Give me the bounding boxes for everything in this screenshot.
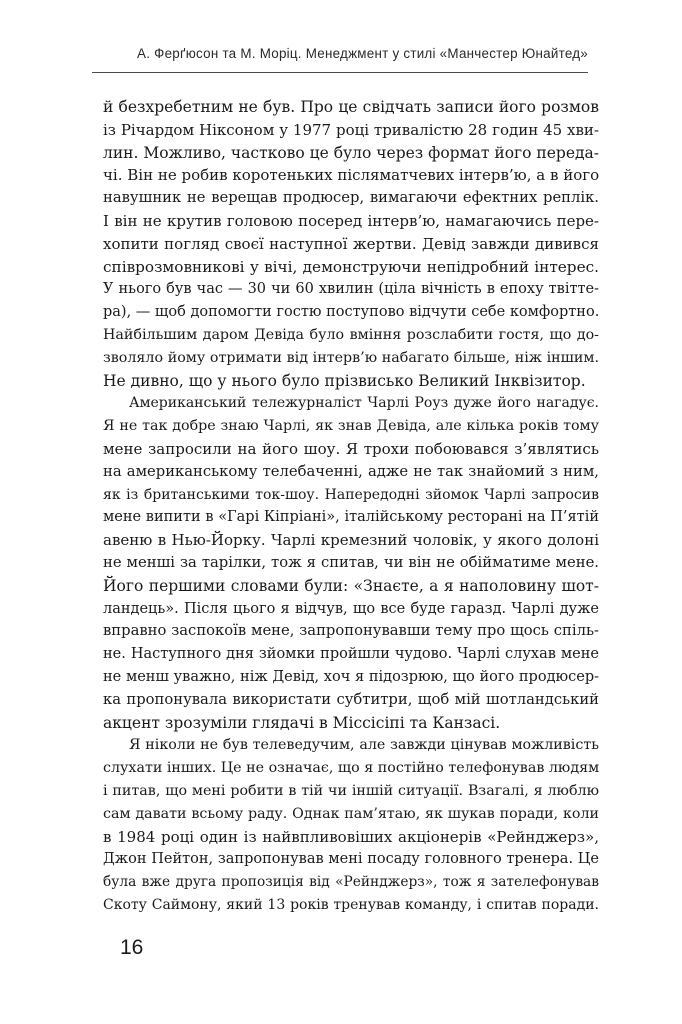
text-line: Найбільшим даром Девіда було вміння розслабити гостя, що до- [103, 326, 599, 343]
running-title: А. Ферґюсон та М. Моріц. Менеджмент у стилі «Манчестер Юнайтед» [137, 46, 588, 61]
text-line: ландець». Після цього я відчув, що все буде гаразд. Чарлі дуже [103, 600, 599, 617]
text-line: сам давати всьому раду. Однак пам’ятаю, як шукав поради, коли [103, 805, 599, 822]
text-line: Я ніколи не був телеведучим, але завжди цінував можливість [129, 737, 599, 754]
text-line: не. Наступного дня зйомки пройшли чудово. Чарлі слухав мене [103, 646, 599, 663]
body-text [103, 96, 599, 917]
text-line: Його першими словами були: «Знаєте, а я наполовину шот- [103, 576, 599, 595]
text-line: й безхребетним не був. Про це свідчать записи його розмов [103, 98, 599, 116]
paragraph-2 [103, 392, 599, 734]
text-line: Я не так добре знаю Чарлі, як знав Девіда, але кілька років тому [103, 418, 599, 435]
text-line: Скоту Саймону, який 13 років тренував команду, і спитав поради. [103, 896, 599, 913]
text-line: ра), — щоб допомогти гостю поступово відчути себе комфортно. [103, 304, 600, 321]
text-line: лин. Можливо, частково це було через формат його переда- [103, 143, 600, 162]
text-line: мене випити в «Гарі Кіпріані», італійському ресторані на П’ятій [103, 509, 599, 526]
text-line: Не дивно, що у нього було прізвисько Великий Інквізитор. [103, 371, 586, 390]
text-line: Джон Пейтон, запропонував мені посаду головного тренера. Це [103, 851, 599, 868]
text-line: навушник не верещав продюсер, вимагаючи ефектних реплік. [103, 189, 599, 207]
text-line: слухати інших. Це не означає, що я постійно телефонував людям [103, 760, 600, 777]
text-line: Американський тележурналіст Чарлі Роуз дуже його нагадує. [129, 395, 599, 412]
text-line: У нього був час — 30 чи 60 хвилин (ціла вічність в епоху твіттe- [103, 281, 599, 298]
text-line: І він не крутив головою посеред інтерв’ю, намагаючись пере- [103, 211, 599, 230]
text-line: вправно заспокоїв мене, запропонувавши тему про щось спіль- [103, 622, 599, 640]
text-line: в 1984 році один із найвпливовіших акціонерів «Рейнджерз», [103, 827, 599, 846]
page-number: 16 [120, 936, 144, 959]
paragraph-1 [103, 96, 599, 392]
text-line: хопити погляд своєї наступної жертви. Девід завжди дивився [103, 234, 599, 253]
text-line: не менші за тарілки, тож я спитав, чи він не обійматиме мене. [103, 553, 599, 571]
text-line: як із британськими ток-шоу. Напередодні зйомок Чарлі запросив [103, 486, 599, 503]
text-line: була вже друга пропозиція від «Рейнджерз», тож я зателефонував [103, 874, 599, 891]
text-line: чі. Він не робив коротеньких післяматчевих інтерв’ю, а в його [103, 166, 600, 185]
text-line: співрозмовникові у вічі, демонструючи непідробний інтерес. [103, 257, 599, 276]
text-line: мене запросили на його шоу. Я трохи побоювався з’являтись [103, 439, 599, 458]
text-line: акцент зрозуміли глядачі в Міссісіпі та Канзасі. [103, 713, 501, 732]
header-rule [92, 72, 588, 73]
text-line: на американському телебаченні, адже не так знайомий з ним, [103, 462, 599, 480]
text-line: із Річардом Ніксоном у 1977 році тривалістю 28 годин 45 хви- [103, 120, 599, 139]
text-line: зволяло йому отримати від інтерв’ю набагато більше, ніж іншим. [103, 349, 599, 366]
text-line: і питав, що мені робити в тій чи іншій ситуації. Взагалі, я люблю [103, 782, 599, 799]
text-line: ка пропонувала використати субтитри, щоб мій шотландський [103, 690, 599, 708]
text-line: авеню в Нью-Йорку. Чарлі кремезний чоловік, у якого долоні [103, 531, 599, 550]
paragraph-3 [103, 734, 599, 916]
text-line: не менш уважно, ніж Девід, хоч я підозрюю, що його продюсер- [103, 668, 599, 685]
